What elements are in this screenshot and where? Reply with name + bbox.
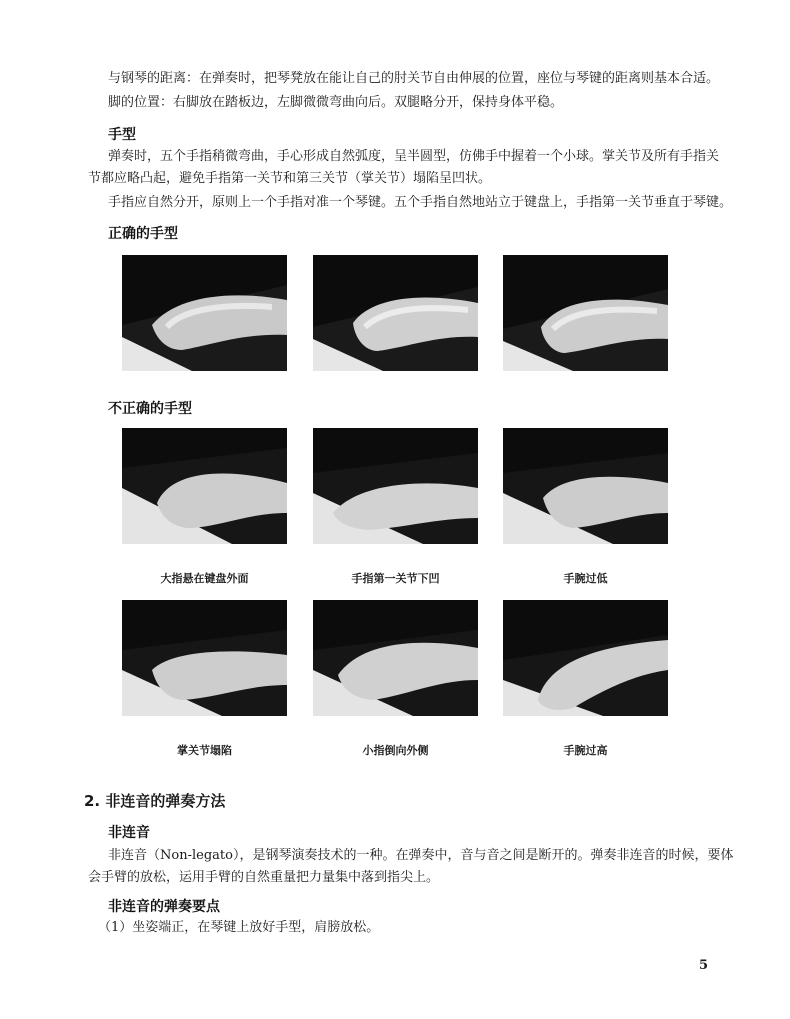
heading-incorrect-hand: 不正确的手型 <box>108 401 192 417</box>
heading-correct-hand: 正确的手型 <box>108 226 178 242</box>
photo-correct-1 <box>122 255 287 371</box>
non-legato-line-1: 非连音（Non-legato），是钢琴演奏技术的一种。在弹奏中，音与音之间是断开的。弹奏非连音的时候，要体 <box>108 848 734 863</box>
photo-incorrect-1 <box>122 428 287 544</box>
hand-shape-line-3: 手指应自然分开，原则上一个手指对准一个琴键。五个手指自然地站立于键盘上，手指第一关节垂直于琴键。 <box>108 195 733 210</box>
page-number: 5 <box>698 958 708 973</box>
photo-incorrect-5 <box>313 600 478 716</box>
non-legato-line-2: 会手臂的放松，运用手臂的自然重量把力量集中落到指尖上。 <box>88 870 440 885</box>
paragraph-distance: 与钢琴的距离：在弹奏时，把琴凳放在能让自己的肘关节自由伸展的位置，座位与琴键的距离则基本合适。 <box>108 71 720 86</box>
section-title-non-legato: 2. 非连音的弹奏方法 <box>84 792 226 810</box>
heading-hand-shape: 手型 <box>108 127 136 143</box>
photo-incorrect-2 <box>313 428 478 544</box>
caption-knuckle-collapse: 掌关节塌陷 <box>177 744 232 757</box>
caption-first-joint-sunken: 手指第一关节下凹 <box>351 572 440 585</box>
caption-pinky-outward: 小指倒向外侧 <box>362 744 429 757</box>
heading-non-legato-points: 非连音的弹奏要点 <box>108 899 220 915</box>
caption-thumb-outside: 大指悬在键盘外面 <box>160 572 249 585</box>
point-1: （1）坐姿端正，在琴键上放好手型，肩膀放松。 <box>98 920 380 935</box>
caption-wrist-too-high: 手腕过高 <box>563 744 608 757</box>
hand-shape-line-1: 弹奏时，五个手指稍微弯曲，手心形成自然弧度，呈半圆型，仿佛手中握着一个小球。掌关节及所有手指关 <box>108 149 720 164</box>
photo-incorrect-6 <box>503 600 668 716</box>
hand-shape-line-2: 节都应略凸起，避免手指第一关节和第三关节（掌关节）塌陷呈凹状。 <box>88 171 492 186</box>
photo-incorrect-3 <box>503 428 668 544</box>
heading-non-legato: 非连音 <box>108 825 150 841</box>
photo-correct-2 <box>313 255 478 371</box>
photo-correct-3 <box>503 255 668 371</box>
paragraph-feet: 脚的位置：右脚放在踏板边，左脚微微弯曲向后。双腿略分开，保持身体平稳。 <box>108 95 564 110</box>
caption-wrist-too-low: 手腕过低 <box>563 572 608 585</box>
photo-incorrect-4 <box>122 600 287 716</box>
